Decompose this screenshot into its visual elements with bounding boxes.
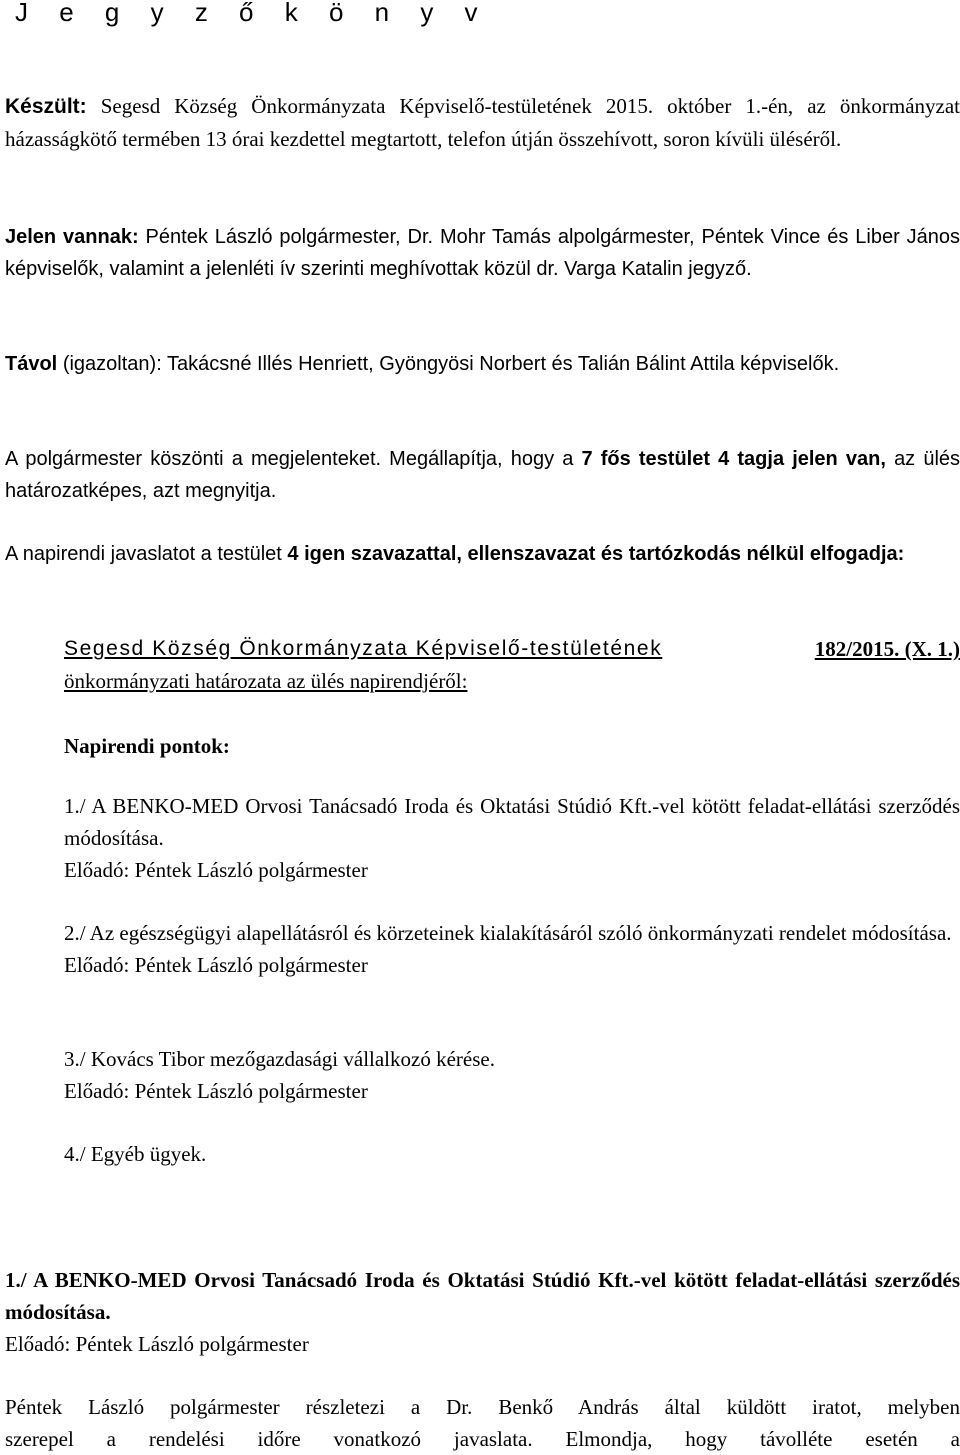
section-1-body-line1 bbox=[5, 1391, 960, 1423]
agenda-item-text: 3./ Kovács Tibor mezőgazdasági vállalkozó kérése. bbox=[64, 1047, 495, 1071]
intro-paragraph bbox=[5, 90, 960, 155]
agenda-heading bbox=[64, 730, 960, 762]
intro-text: Segesd Község Önkormányzata Képviselő-testületének 2015. október 1.-én, az önkormányzat házasságkötő termében 13 órai kezdettel megtartott, telefon útján összehívott, soron kívüli üléséről. bbox=[5, 94, 960, 151]
absent-paragraph bbox=[5, 348, 960, 380]
absent-label: Távol bbox=[5, 353, 58, 375]
document-title: J e g y z ő k ö n y v bbox=[15, 0, 490, 27]
intro-label: Készült: bbox=[5, 95, 87, 118]
present-text: Péntek László polgármester, Dr. Mohr Tamás alpolgármester, Péntek Vince és Liber János képviselők, valamint a jelenléti ív szerinti meghívottak közül dr. Varga Katalin jegyző. bbox=[5, 226, 960, 280]
agenda-item bbox=[64, 1138, 960, 1170]
present-label: Jelen vannak: bbox=[5, 226, 139, 248]
greeting-text-2: az ülés határozatképes, azt megnyitja. bbox=[5, 448, 960, 502]
agenda-vote-paragraph bbox=[5, 538, 960, 570]
agenda-item-presenter: Előadó: Péntek László polgármester bbox=[64, 1079, 368, 1103]
agenda-item bbox=[64, 917, 960, 981]
agenda-item bbox=[64, 1043, 960, 1107]
present-paragraph bbox=[5, 221, 960, 285]
section-1-heading: 1./ A BENKO-MED Orvosi Tanácsadó Iroda és Oktatási Stúdió Kft.-vel kötött feladat-ellátási szerződés módosítása. bbox=[5, 1268, 960, 1324]
section-1 bbox=[5, 1264, 960, 1360]
resolution-line2: önkormányzati határozata az ülés napirendjéről: bbox=[64, 669, 468, 693]
resolution-line1-b: 182/2015. (X. 1.) bbox=[814, 637, 960, 661]
agenda-vote-text: A napirendi javaslatot a testület bbox=[5, 543, 282, 565]
section-1-body-line2 bbox=[5, 1423, 960, 1455]
agenda-heading-text: Napirendi pontok: bbox=[64, 734, 230, 758]
absent-text: (igazoltan): Takácsné Illés Henriett, Gyöngyösi Norbert és Talián Bálint Attila képviselők. bbox=[62, 353, 840, 375]
resolution-heading bbox=[64, 633, 960, 697]
agenda-item-text: 2./ Az egészségügyi alapellátásról és körzeteinek kialakításáról szóló önkormányzati rendelet módosítása. bbox=[64, 921, 952, 945]
greeting-bold: 7 fős testület 4 tagja jelen van, bbox=[581, 448, 886, 470]
agenda-item bbox=[64, 790, 960, 886]
section-1-body bbox=[5, 1391, 960, 1455]
agenda-vote-bold: 4 igen szavazattal, ellenszavazat és tartózkodás nélkül elfogadja: bbox=[287, 543, 905, 565]
agenda-item-presenter: Előadó: Péntek László polgármester bbox=[64, 858, 368, 882]
agenda-item-text: 1./ A BENKO-MED Orvosi Tanácsadó Iroda és Oktatási Stúdió Kft.-vel kötött feladat-ellátási szerződés módosítása. bbox=[64, 794, 960, 850]
resolution-line1-a: Segesd Község Önkormányzata Képviselő-testületének bbox=[64, 637, 663, 660]
section-1-body-line1-text: Péntek László polgármester részletezi a Dr. Benkő András által küldött iratot, melyben bbox=[5, 1395, 960, 1419]
greeting-text-1: A polgármester köszönti a megjelenteket. Megállapítja, hogy a bbox=[5, 448, 574, 470]
section-1-body-line2-text: szerepel a rendelési időre vonatkozó javaslata. Elmondja, hogy távolléte esetén a bbox=[5, 1427, 960, 1451]
section-1-presenter: Előadó: Péntek László polgármester bbox=[5, 1332, 309, 1356]
greeting-paragraph bbox=[5, 443, 960, 507]
agenda-item-presenter: Előadó: Péntek László polgármester bbox=[64, 953, 368, 977]
agenda-item-text: 4./ Egyéb ügyek. bbox=[64, 1142, 207, 1166]
